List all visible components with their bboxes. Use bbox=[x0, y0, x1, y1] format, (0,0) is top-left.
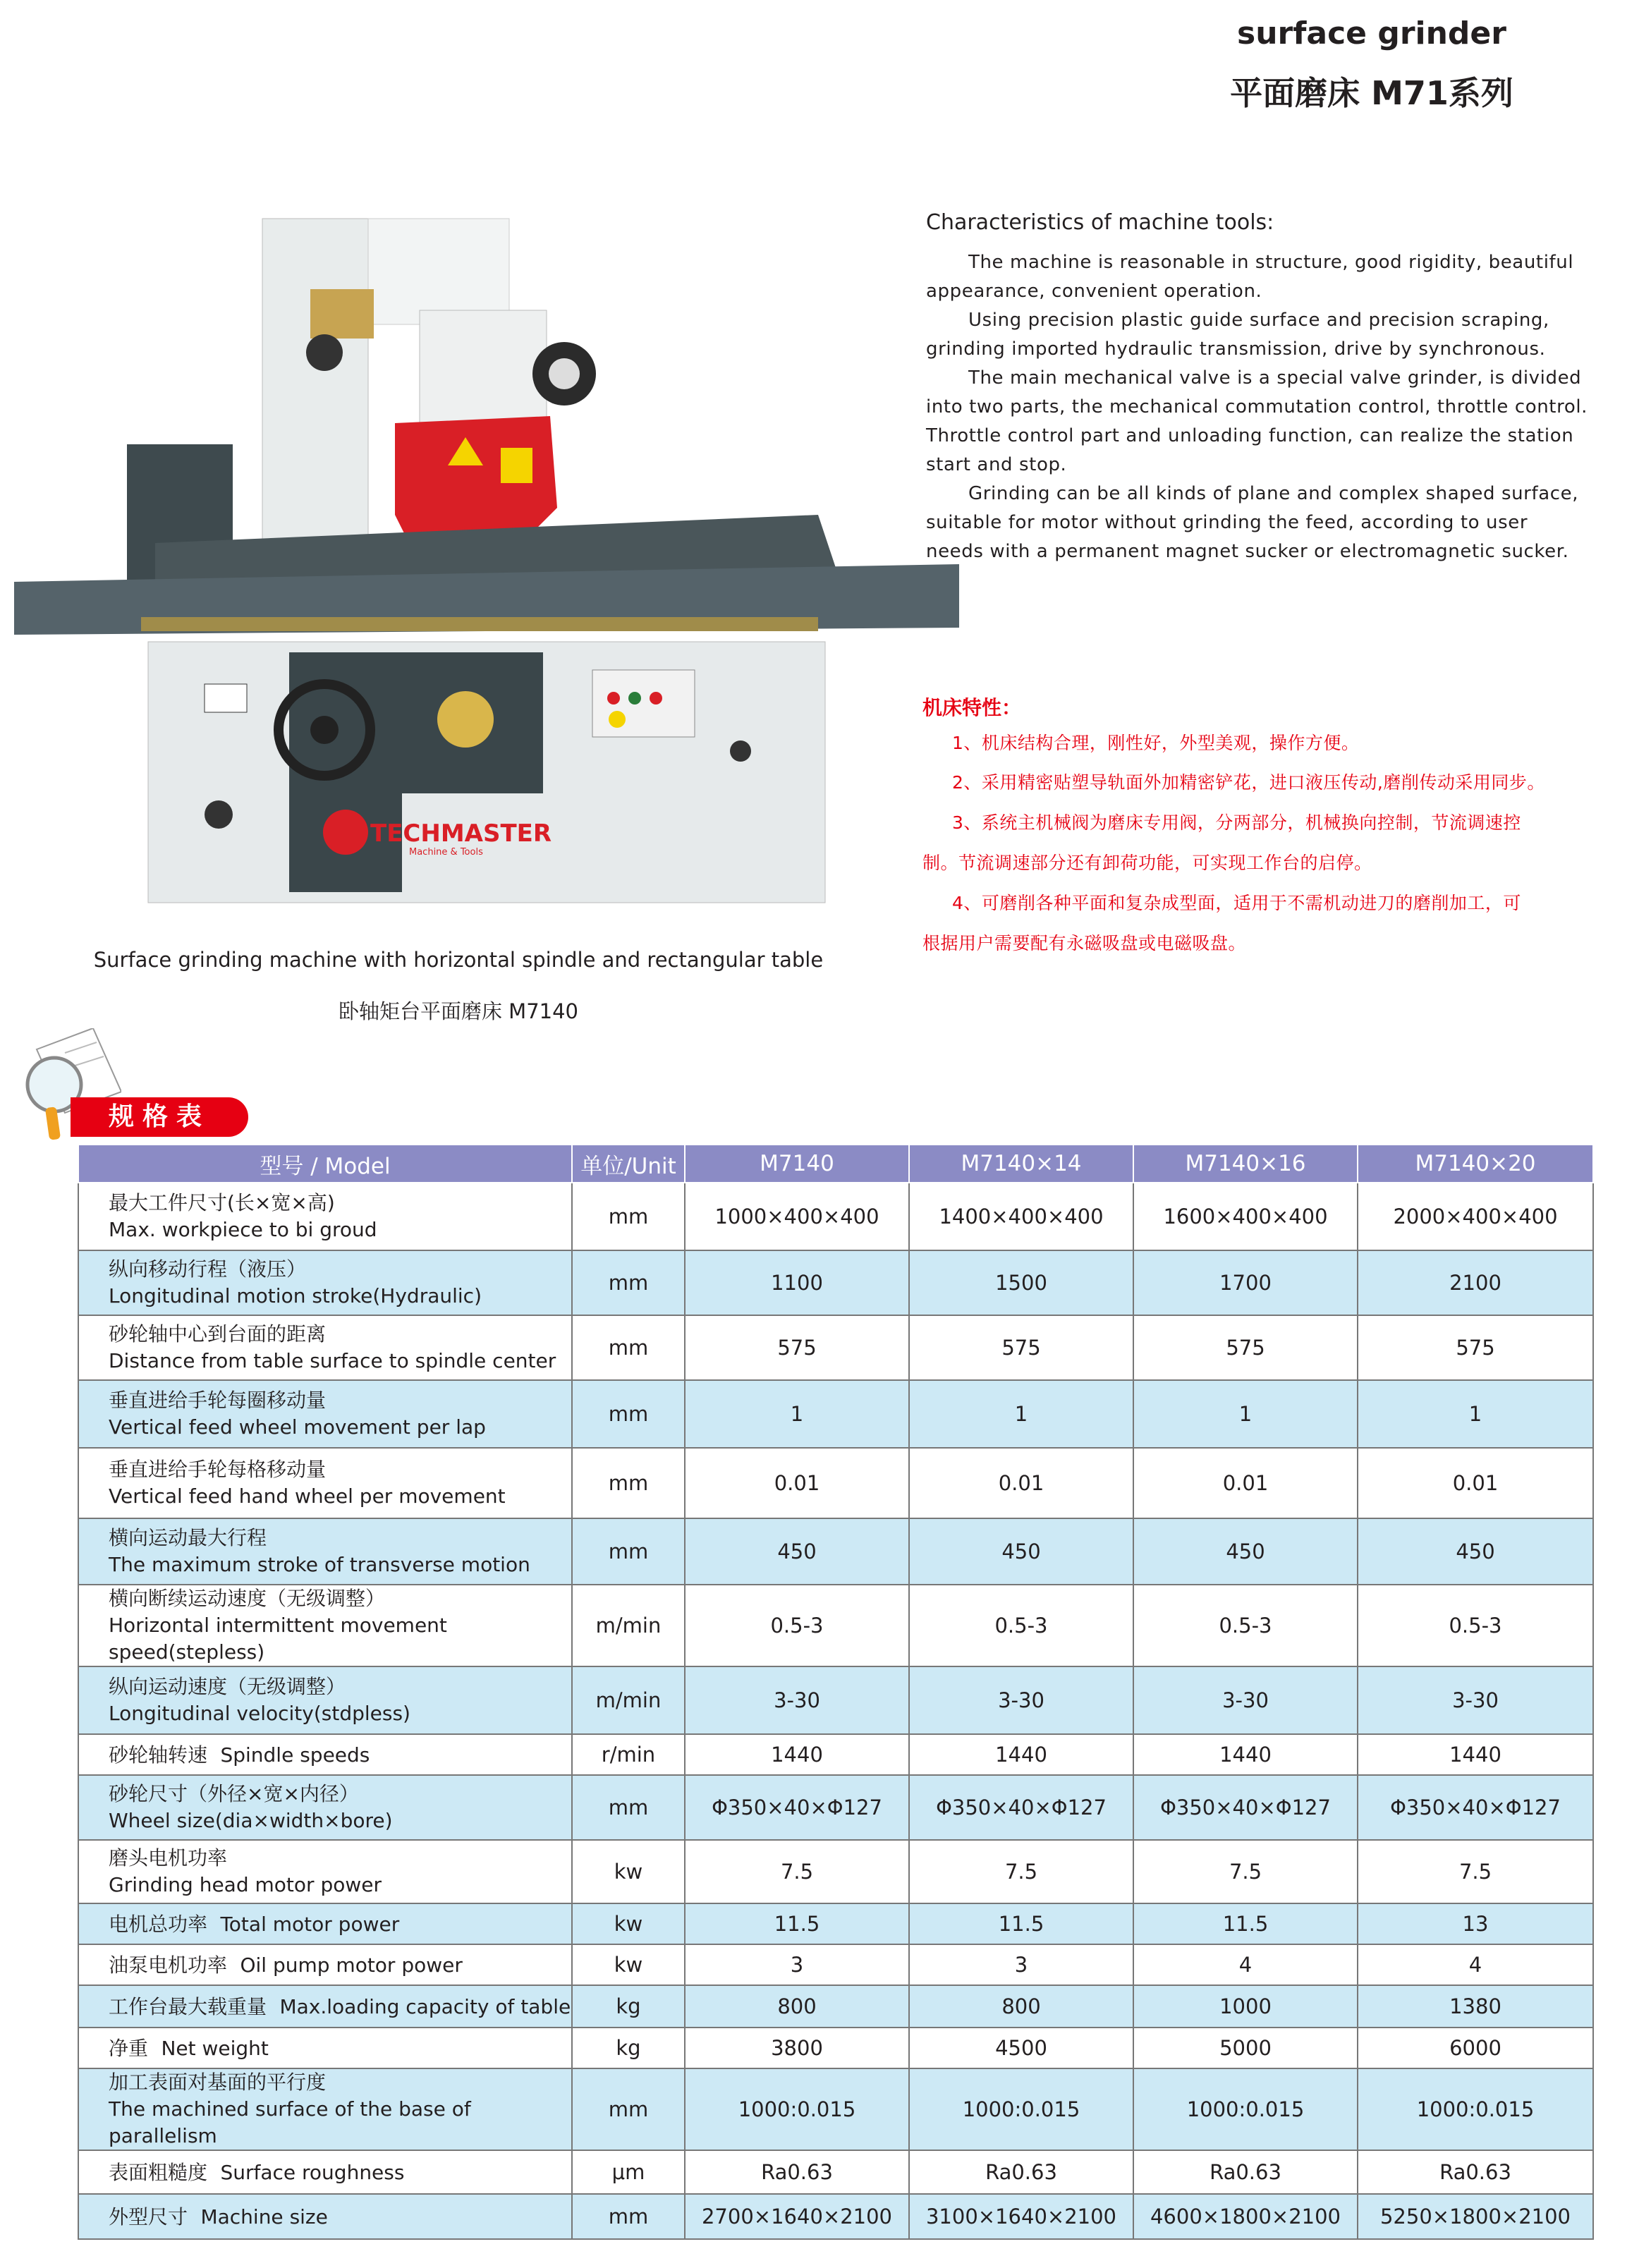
table-row bbox=[78, 1380, 1593, 1448]
spec-value-cell: 575 bbox=[1358, 1315, 1593, 1380]
spec-unit-cell: μm bbox=[572, 2150, 685, 2194]
spec-name-en: Horizontal intermittent movement speed(stepless) bbox=[109, 1614, 447, 1664]
spec-value-cell: 1000×400×400 bbox=[685, 1183, 909, 1250]
table-row bbox=[78, 2194, 1593, 2239]
spec-name-en: Distance from table surface to spindle center bbox=[109, 1349, 556, 1372]
spec-name-cn: 砂轮尺寸（外径×宽×内径） bbox=[109, 1782, 359, 1805]
spec-value-cell: 575 bbox=[685, 1315, 909, 1380]
table-row bbox=[78, 1985, 1593, 2028]
spec-value-cell: 3800 bbox=[685, 2028, 909, 2068]
spec-name-en: Oil pump motor power bbox=[240, 1953, 463, 1977]
spec-value-cell: 7.5 bbox=[685, 1840, 909, 1903]
spec-value-cell: 450 bbox=[1133, 1518, 1358, 1585]
photo-caption-cn: 卧轴矩台平面磨床 M7140 bbox=[338, 999, 579, 1023]
table-row bbox=[78, 1448, 1593, 1518]
spec-unit-cell: mm bbox=[572, 1315, 685, 1380]
spec-value-cell: 6000 bbox=[1358, 2028, 1593, 2068]
spec-value-cell: Φ350×40×Φ127 bbox=[1358, 1775, 1593, 1840]
spec-value-cell: 0.01 bbox=[685, 1448, 909, 1518]
spec-table-label: 规格表 bbox=[71, 1097, 248, 1137]
spec-name-cell bbox=[78, 1183, 572, 1250]
header-m7140x20: M7140×20 bbox=[1358, 1145, 1593, 1183]
spec-value-cell: 1000:0.015 bbox=[685, 2068, 909, 2150]
brand-logo: TECHMASTER bbox=[370, 819, 552, 848]
spec-value-cell: 3-30 bbox=[1133, 1666, 1358, 1734]
spec-value-cell: 0.01 bbox=[909, 1448, 1133, 1518]
header-m7140x14: M7140×14 bbox=[909, 1145, 1133, 1183]
header-model: 型号 / Model bbox=[78, 1145, 572, 1183]
spec-value-cell: 2700×1640×2100 bbox=[685, 2194, 909, 2239]
spec-value-cell: 1000 bbox=[1133, 1985, 1358, 2028]
spec-unit-cell: mm bbox=[572, 1775, 685, 1840]
spec-value-cell: 7.5 bbox=[1358, 1840, 1593, 1903]
characteristics-body bbox=[926, 248, 1589, 566]
spec-value-cell: 4 bbox=[1133, 1944, 1358, 1985]
spec-unit-cell: kw bbox=[572, 1944, 685, 1985]
spec-name-en: Surface roughness bbox=[220, 2160, 405, 2184]
spec-unit-cell: kw bbox=[572, 1903, 685, 1944]
spec-name-cell bbox=[78, 1775, 572, 1840]
features-cn-line: 1、机床结构合理，刚性好，外型美观，操作方便。 bbox=[952, 733, 1360, 753]
spec-name-cell bbox=[78, 1666, 572, 1734]
spec-unit-cell: mm bbox=[572, 1518, 685, 1585]
spec-name-cn: 外型尺寸 bbox=[109, 2205, 188, 2229]
spec-value-cell: 575 bbox=[909, 1315, 1133, 1380]
spec-value-cell: 3 bbox=[909, 1944, 1133, 1985]
spec-name-cn: 横向运动最大行程 bbox=[109, 1526, 267, 1549]
spec-name-cn: 表面粗糙度 bbox=[109, 2160, 208, 2184]
table-row bbox=[78, 1315, 1593, 1380]
spec-value-cell: 1600×400×400 bbox=[1133, 1183, 1358, 1250]
spec-value-cell: 1380 bbox=[1358, 1985, 1593, 2028]
spec-value-cell: 1100 bbox=[685, 1250, 909, 1315]
spec-unit-cell: mm bbox=[572, 2068, 685, 2150]
spec-value-cell: 1 bbox=[909, 1380, 1133, 1448]
features-cn-heading: 机床特性： bbox=[922, 696, 1022, 719]
spec-value-cell: 4 bbox=[1358, 1944, 1593, 1985]
table-row bbox=[78, 1944, 1593, 1985]
photo-caption-en: Surface grinding machine with horizontal spindle and rectangular table bbox=[93, 948, 824, 972]
spec-value-cell: 2000×400×400 bbox=[1358, 1183, 1593, 1250]
table-row bbox=[78, 1250, 1593, 1315]
spec-name-cell bbox=[78, 2194, 572, 2239]
spec-name-en: Wheel size(dia×width×bore) bbox=[109, 1809, 393, 1832]
spec-value-cell: 3100×1640×2100 bbox=[909, 2194, 1133, 2239]
spec-value-cell: 1440 bbox=[1133, 1734, 1358, 1775]
spec-value-cell: 1000:0.015 bbox=[909, 2068, 1133, 2150]
spec-value-cell: 2100 bbox=[1358, 1250, 1593, 1315]
features-cn-line: 3、系统主机械阀为磨床专用阀，分两部分，机械换向控制，节流调速控 bbox=[952, 812, 1521, 833]
spec-value-cell: 1400×400×400 bbox=[909, 1183, 1133, 1250]
features-cn-line: 4、可磨削各种平面和复杂成型面，适用于不需机动进刀的磨削加工，可 bbox=[952, 893, 1521, 913]
spec-name-cn: 纵向运动速度（无级调整） bbox=[109, 1675, 346, 1698]
spec-name-en: Longitudinal velocity(stdpless) bbox=[109, 1702, 410, 1725]
spec-name-en: Vertical feed wheel movement per lap bbox=[109, 1415, 486, 1439]
spec-name-en: Machine size bbox=[200, 2205, 328, 2229]
spec-value-cell: 5250×1800×2100 bbox=[1358, 2194, 1593, 2239]
spec-value-cell: 1 bbox=[1133, 1380, 1358, 1448]
spec-name-cn: 磨头电机功率 bbox=[109, 1846, 228, 1870]
brand-subtitle: Machine & Tools bbox=[409, 847, 483, 858]
spec-value-cell: Φ350×40×Φ127 bbox=[909, 1775, 1133, 1840]
spec-value-cell: 7.5 bbox=[909, 1840, 1133, 1903]
table-row bbox=[78, 1183, 1593, 1250]
spec-value-cell: 3 bbox=[685, 1944, 909, 1985]
spec-unit-cell: r/min bbox=[572, 1734, 685, 1775]
spec-name-en: Spindle speeds bbox=[220, 1743, 370, 1767]
spec-value-cell: 0.01 bbox=[1133, 1448, 1358, 1518]
spec-value-cell: 4600×1800×2100 bbox=[1133, 2194, 1358, 2239]
table-row bbox=[78, 1666, 1593, 1734]
table-row bbox=[78, 2150, 1593, 2194]
spec-name-en: Vertical feed hand wheel per movement bbox=[109, 1484, 506, 1508]
characteristics-paragraph: Grinding can be all kinds of plane and complex shaped surface, suitable for motor without grinding the feed, according to user needs with a permanent magnet sucker or electromagnetic sucker. bbox=[926, 483, 1579, 562]
characteristics-paragraph: The machine is reasonable in structure, good rigidity, beautiful appearance, convenient operation. bbox=[926, 252, 1574, 302]
spec-name-cn: 工作台最大载重量 bbox=[109, 1994, 267, 2018]
spec-name-cn: 垂直进给手轮每圈移动量 bbox=[109, 1389, 327, 1412]
spec-value-cell: 1000:0.015 bbox=[1133, 2068, 1358, 2150]
spec-name-en: Max.loading capacity of table bbox=[279, 1994, 571, 2018]
spec-unit-cell: mm bbox=[572, 1250, 685, 1315]
spec-unit-cell: mm bbox=[572, 1380, 685, 1448]
spec-value-cell: 11.5 bbox=[1133, 1903, 1358, 1944]
spec-name-cn: 横向断续运动速度（无级调整） bbox=[109, 1587, 386, 1610]
spec-name-cell bbox=[78, 1518, 572, 1585]
header-m7140: M7140 bbox=[685, 1145, 909, 1183]
spec-name-cell bbox=[78, 1448, 572, 1518]
spec-unit-cell: kg bbox=[572, 1985, 685, 2028]
spec-value-cell: 1440 bbox=[909, 1734, 1133, 1775]
table-row bbox=[78, 1775, 1593, 1840]
machine-photo bbox=[14, 212, 959, 910]
spec-table bbox=[78, 1144, 1594, 2240]
spec-value-cell: 13 bbox=[1358, 1903, 1593, 1944]
spec-name-cell bbox=[78, 2068, 572, 2150]
spec-name-cell bbox=[78, 1250, 572, 1315]
spec-header-row bbox=[78, 1145, 1593, 1183]
table-row bbox=[78, 1840, 1593, 1903]
spec-value-cell: 0.5-3 bbox=[909, 1585, 1133, 1666]
spec-name-cell bbox=[78, 1585, 572, 1666]
characteristics-heading: Characteristics of machine tools: bbox=[926, 210, 1274, 235]
spec-name-en: The machined surface of the base of parallelism bbox=[109, 2097, 471, 2147]
spec-value-cell: 4500 bbox=[909, 2028, 1133, 2068]
spec-name-en: Grinding head motor power bbox=[109, 1873, 382, 1896]
spec-unit-cell: mm bbox=[572, 1448, 685, 1518]
spec-name-en: Net weight bbox=[161, 2036, 269, 2060]
characteristics-paragraph: The main mechanical valve is a special valve grinder, is divided into two parts, the mechanical commutation control, throttle control. Throttle control part and unloading function, can realize the station start and stop. bbox=[926, 367, 1588, 475]
spec-value-cell: 1000:0.015 bbox=[1358, 2068, 1593, 2150]
spec-name-cn: 纵向移动行程（液压） bbox=[109, 1257, 307, 1281]
features-cn-line: 2、采用精密贴塑导轨面外加精密铲花，进口液压传动,磨削传动采用同步。 bbox=[952, 772, 1545, 793]
spec-unit-cell: m/min bbox=[572, 1585, 685, 1666]
spec-name-cell bbox=[78, 2028, 572, 2068]
spec-name-cell bbox=[78, 1903, 572, 1944]
spec-value-cell: 11.5 bbox=[909, 1903, 1133, 1944]
spec-name-cell bbox=[78, 1734, 572, 1775]
spec-value-cell: 1500 bbox=[909, 1250, 1133, 1315]
spec-value-cell: Ra0.63 bbox=[685, 2150, 909, 2194]
spec-name-cell bbox=[78, 1985, 572, 2028]
table-row bbox=[78, 1518, 1593, 1585]
spec-value-cell: 450 bbox=[909, 1518, 1133, 1585]
spec-value-cell: Ra0.63 bbox=[909, 2150, 1133, 2194]
spec-value-cell: 1440 bbox=[1358, 1734, 1593, 1775]
spec-name-en: Longitudinal motion stroke(Hydraulic) bbox=[109, 1284, 482, 1307]
spec-value-cell: Ra0.63 bbox=[1358, 2150, 1593, 2194]
spec-name-cn: 最大工件尺寸(长×宽×高) bbox=[109, 1191, 335, 1214]
spec-name-en: The maximum stroke of transverse motion bbox=[109, 1553, 530, 1576]
spec-name-cell bbox=[78, 1380, 572, 1448]
spec-unit-cell: m/min bbox=[572, 1666, 685, 1734]
spec-value-cell: Ra0.63 bbox=[1133, 2150, 1358, 2194]
table-row bbox=[78, 1903, 1593, 1944]
spec-name-cell bbox=[78, 1315, 572, 1380]
spec-value-cell: 575 bbox=[1133, 1315, 1358, 1380]
spec-unit-cell: kw bbox=[572, 1840, 685, 1903]
spec-value-cell: 1700 bbox=[1133, 1250, 1358, 1315]
spec-value-cell: 3-30 bbox=[909, 1666, 1133, 1734]
table-row bbox=[78, 1734, 1593, 1775]
spec-value-cell: 3-30 bbox=[1358, 1666, 1593, 1734]
spec-value-cell: 800 bbox=[909, 1985, 1133, 2028]
spec-value-cell: 450 bbox=[685, 1518, 909, 1585]
title-en: surface grinder bbox=[1237, 16, 1506, 51]
spec-unit-cell: kg bbox=[572, 2028, 685, 2068]
spec-value-cell: 450 bbox=[1358, 1518, 1593, 1585]
header-unit: 单位/Unit bbox=[572, 1145, 685, 1183]
spec-name-cn: 加工表面对基面的平行度 bbox=[109, 2071, 327, 2094]
spec-value-cell: 7.5 bbox=[1133, 1840, 1358, 1903]
spec-name-cn: 净重 bbox=[109, 2036, 149, 2060]
spec-value-cell: Φ350×40×Φ127 bbox=[1133, 1775, 1358, 1840]
title-cn: 平面磨床 M71系列 bbox=[1230, 74, 1513, 112]
characteristics-paragraph: Using precision plastic guide surface and precision scraping, grinding imported hydraulic transmission, drive by synchronous. bbox=[926, 310, 1549, 360]
spec-name-cn: 砂轮轴中心到台面的距离 bbox=[109, 1322, 327, 1346]
spec-value-cell: Φ350×40×Φ127 bbox=[685, 1775, 909, 1840]
features-cn-line: 制。节流调速部分还有卸荷功能，可实现工作台的启停。 bbox=[922, 853, 1372, 873]
spec-name-cn: 砂轮轴转速 bbox=[109, 1743, 208, 1767]
spec-name-cn: 电机总功率 bbox=[109, 1912, 208, 1936]
spec-value-cell: 0.01 bbox=[1358, 1448, 1593, 1518]
header-m7140x16: M7140×16 bbox=[1133, 1145, 1358, 1183]
spec-value-cell: 800 bbox=[685, 1985, 909, 2028]
spec-unit-cell: mm bbox=[572, 1183, 685, 1250]
spec-value-cell: 1 bbox=[685, 1380, 909, 1448]
spec-value-cell: 0.5-3 bbox=[1358, 1585, 1593, 1666]
spec-name-cell bbox=[78, 1840, 572, 1903]
spec-name-en: Max. workpiece to bi groud bbox=[109, 1218, 377, 1241]
spec-value-cell: 1440 bbox=[685, 1734, 909, 1775]
spec-value-cell: 5000 bbox=[1133, 2028, 1358, 2068]
table-row bbox=[78, 2068, 1593, 2150]
table-row bbox=[78, 2028, 1593, 2068]
spec-name-en: Total motor power bbox=[220, 1912, 400, 1936]
spec-value-cell: 0.5-3 bbox=[1133, 1585, 1358, 1666]
spec-name-cn: 油泵电机功率 bbox=[109, 1953, 228, 1977]
features-cn-line: 根据用户需要配有永磁吸盘或电磁吸盘。 bbox=[922, 933, 1247, 953]
spec-value-cell: 0.5-3 bbox=[685, 1585, 909, 1666]
spec-value-cell: 11.5 bbox=[685, 1903, 909, 1944]
spec-name-cell bbox=[78, 2150, 572, 2194]
spec-unit-cell: mm bbox=[572, 2194, 685, 2239]
spec-name-cn: 垂直进给手轮每格移动量 bbox=[109, 1458, 327, 1481]
spec-value-cell: 3-30 bbox=[685, 1666, 909, 1734]
table-row bbox=[78, 1585, 1593, 1666]
spec-name-cell bbox=[78, 1944, 572, 1985]
spec-value-cell: 1 bbox=[1358, 1380, 1593, 1448]
